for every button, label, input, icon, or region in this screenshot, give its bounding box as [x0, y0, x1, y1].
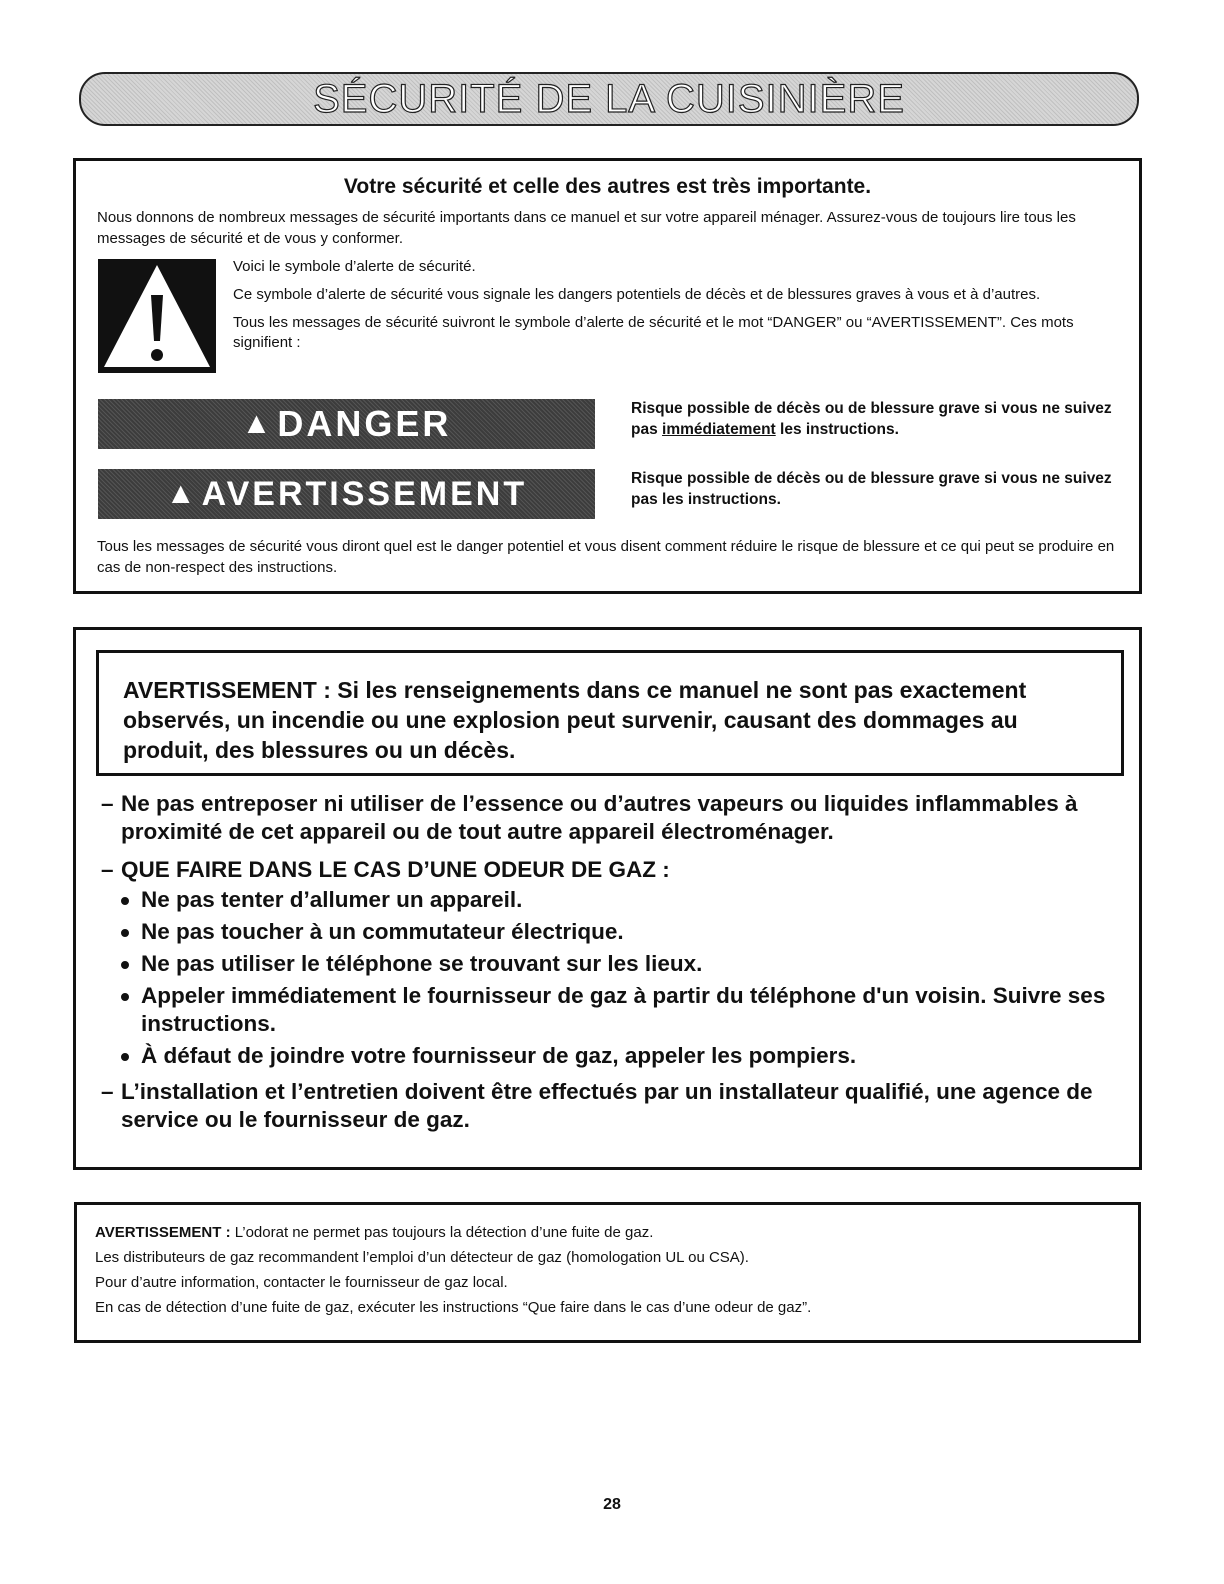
dash-marker: –	[101, 791, 114, 816]
gas-odor-steps	[101, 886, 1131, 1070]
page-number: 28	[603, 1496, 621, 1513]
rule-item	[101, 790, 1131, 846]
gas-detection-note	[74, 1202, 1141, 1343]
rule-text: QUE FAIRE DANS LE CAS D’UNE ODEUR DE GAZ :	[121, 857, 670, 882]
rule-item	[101, 856, 1131, 884]
symbol-explanation	[233, 257, 1113, 361]
note-line: En cas de détection d’une fuite de gaz, exécuter les instructions “Que faire dans le cas d’une odeur de gaz”.	[95, 1299, 812, 1316]
list-item	[101, 950, 1131, 978]
danger-description	[631, 398, 1131, 440]
list-item	[101, 1042, 1131, 1070]
rule-item	[101, 1078, 1131, 1134]
section-banner	[79, 72, 1139, 126]
danger-signal-bar	[98, 399, 595, 449]
gas-rules	[101, 790, 1131, 1144]
bullet-icon	[121, 993, 129, 1001]
symbol-line: Ce symbole d’alerte de sécurité vous signale les dangers potentiels de décès et de blessures graves à vous et à d’autres.	[233, 286, 1041, 303]
avertissement-signal-bar	[98, 469, 595, 519]
note-text: L’odorat ne permet pas toujours la détection d’une fuite de gaz.	[230, 1224, 654, 1241]
safety-outro: Tous les messages de sécurité vous diront quel est le danger potentiel et vous disent comment réduire le risque de blessure et ce qui peut se produire en cas de non-respect des instructions.	[97, 538, 1115, 576]
symbol-line: Tous les messages de sécurité suivront le symbole d’alerte de sécurité et le mot “DANGER” ou “AVERTISSEMENT”. Ces mots signifient :	[233, 314, 1074, 351]
danger-desc-emphasis: immédiatement	[662, 421, 776, 438]
list-item	[101, 982, 1131, 1038]
section-title: SÉCURITÉ DE LA CUISINIÈRE	[313, 76, 905, 121]
warning-triangle-icon: ▲	[165, 477, 196, 510]
note-line: Les distributeurs de gaz recommandent l’emploi d’un détecteur de gaz (homologation UL ou CSA).	[95, 1249, 749, 1266]
step-text: Appeler immédiatement le fournisseur de gaz à partir du téléphone d'un voisin. Suivre ses instructions.	[141, 983, 1106, 1036]
dash-marker: –	[101, 1079, 114, 1104]
bullet-icon	[121, 897, 129, 905]
fire-explosion-warning: AVERTISSEMENT : Si les renseignements dans ce manuel ne sont pas exactement observés, un incendie ou une explosion peut survenir, causant des dommages au produit, des blessures ou un décès.	[96, 650, 1124, 776]
danger-desc-text: Risque possible de décès ou de blessure grave si vous ne suivez pas	[631, 400, 1112, 438]
warning-triangle-icon: ▲	[241, 407, 272, 440]
rule-text: L’installation et l’entretien doivent être effectués par un installateur qualifié, une agence de service ou le fournisseur de gaz.	[121, 1079, 1093, 1132]
step-text: Ne pas toucher à un commutateur électrique.	[141, 919, 624, 944]
symbol-line: Voici le symbole d’alerte de sécurité.	[233, 258, 476, 275]
dash-marker: –	[101, 857, 114, 882]
danger-desc-text-end: les instructions.	[775, 421, 899, 438]
avertissement-label: AVERTISSEMENT	[201, 474, 528, 513]
bullet-icon	[121, 1053, 129, 1061]
bullet-icon	[121, 929, 129, 937]
safety-info-box	[73, 158, 1142, 594]
list-item	[101, 918, 1131, 946]
safety-intro: Nous donnons de nombreux messages de sécurité importants dans ce manuel et sur votre appareil ménager. Assurez-vous de toujours lire tous les messages de sécurité et de vous y conformer.	[97, 209, 1076, 247]
gas-warning-box	[73, 627, 1142, 1170]
bullet-icon	[121, 961, 129, 969]
list-item	[101, 886, 1131, 914]
step-text: Ne pas tenter d’allumer un appareil.	[141, 887, 523, 912]
note-line: Pour d’autre information, contacter le fournisseur de gaz local.	[95, 1274, 508, 1291]
avertissement-description: Risque possible de décès ou de blessure grave si vous ne suivez pas les instructions.	[631, 470, 1112, 508]
safety-alert-icon	[98, 259, 216, 373]
rule-text: Ne pas entreposer ni utiliser de l’essence ou d’autres vapeurs ou liquides inflammables à proximité de cet appareil ou de tout autre appareil électroménager.	[121, 791, 1078, 844]
step-text: Ne pas utiliser le téléphone se trouvant sur les lieux.	[141, 951, 703, 976]
note-label: AVERTISSEMENT :	[95, 1224, 231, 1241]
danger-label: DANGER	[277, 403, 452, 444]
safety-heading: Votre sécurité et celle des autres est très importante.	[343, 175, 872, 198]
note-line	[95, 1221, 1120, 1244]
step-text: À défaut de joindre votre fournisseur de gaz, appeler les pompiers.	[141, 1043, 857, 1068]
